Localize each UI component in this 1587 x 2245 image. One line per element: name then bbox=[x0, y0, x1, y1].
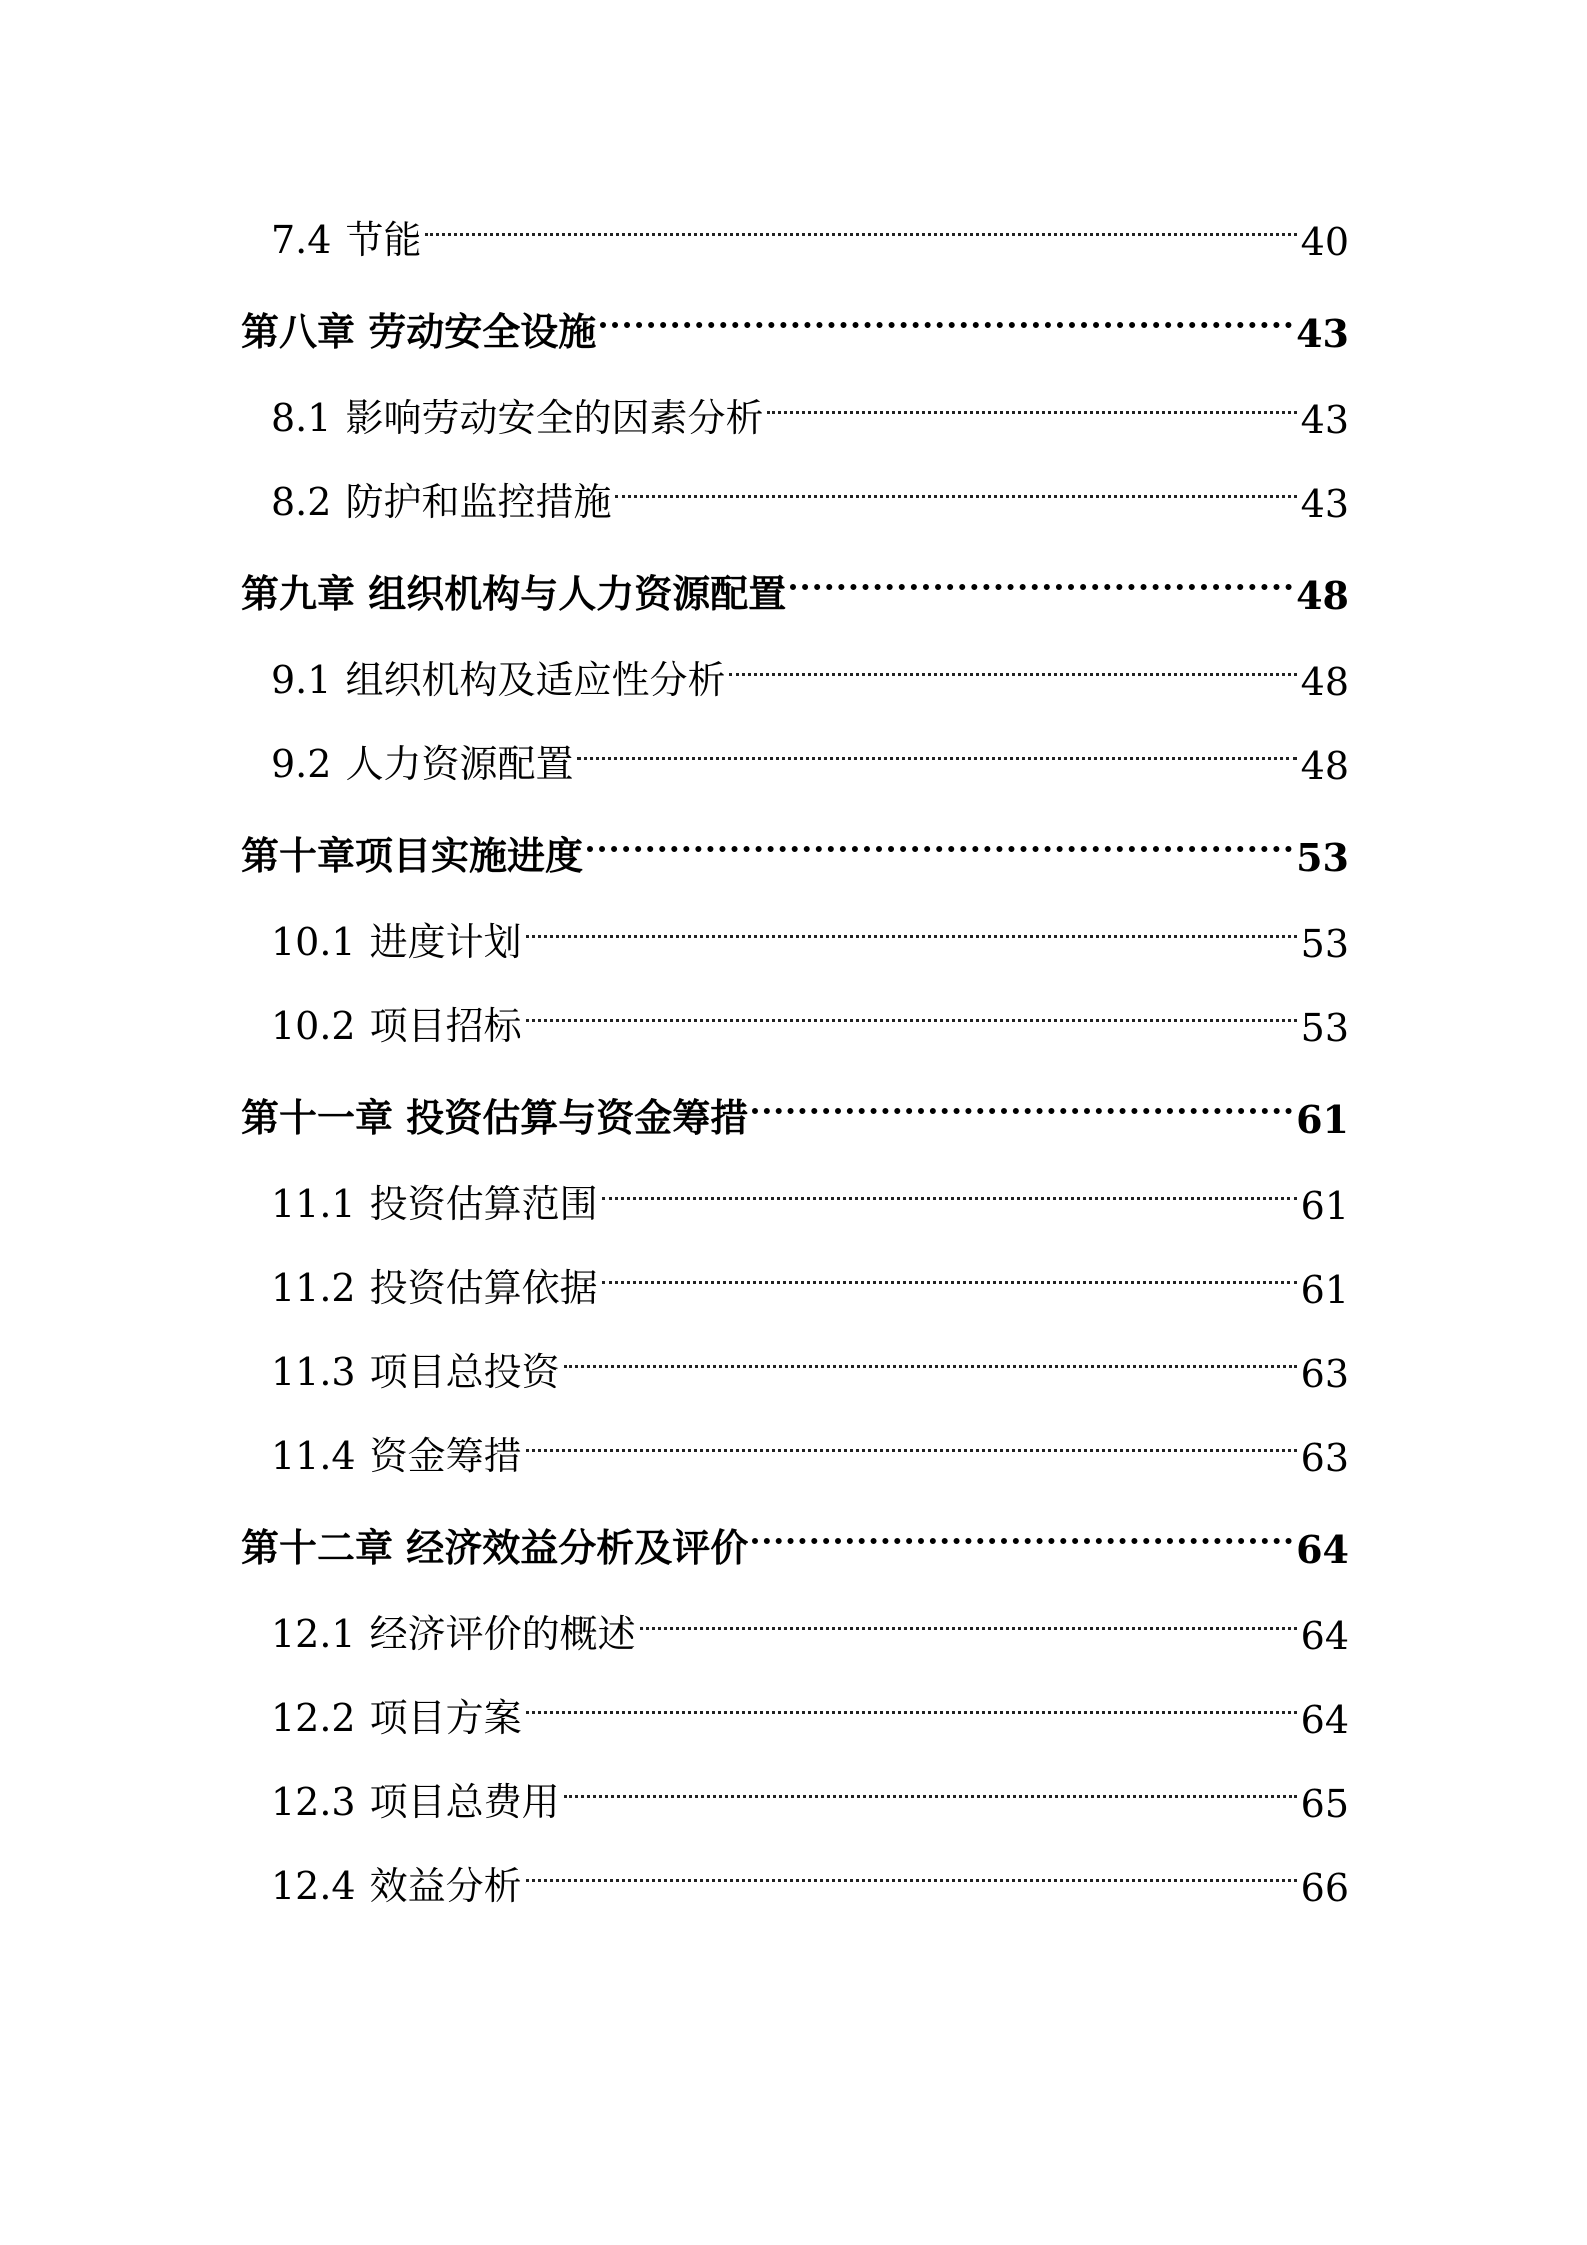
toc-entry-number: 10.2 bbox=[271, 1004, 356, 1048]
toc-entry-11-3[interactable] bbox=[241, 1332, 1349, 1416]
dot-leader bbox=[587, 808, 1292, 880]
toc-entry-label bbox=[271, 471, 611, 526]
dot-leader bbox=[729, 640, 1296, 704]
toc-entry-page: 43 bbox=[1300, 398, 1349, 442]
toc-entry-page: 63 bbox=[1300, 1352, 1349, 1396]
toc-entry-page: 48 bbox=[1300, 744, 1349, 788]
toc-chapter-11[interactable] bbox=[241, 1070, 1349, 1164]
toc-entry-title: 影响劳动安全的因素分析 bbox=[345, 396, 764, 440]
toc-entry-label bbox=[271, 1855, 522, 1910]
toc-entry-title: 投资估算范围 bbox=[369, 1182, 598, 1226]
toc-chapter-page: 53 bbox=[1296, 835, 1349, 880]
toc-entry-number: 12.4 bbox=[271, 1864, 356, 1908]
toc-entry-number: 11.3 bbox=[271, 1350, 356, 1394]
dot-leader bbox=[425, 200, 1296, 264]
toc-entry-page: 61 bbox=[1300, 1268, 1349, 1312]
toc-entry-number: 11.4 bbox=[271, 1434, 356, 1478]
toc-entry-title: 资金筹措 bbox=[369, 1434, 522, 1478]
toc-entry-page: 40 bbox=[1300, 220, 1349, 264]
toc-entry-page: 53 bbox=[1300, 1006, 1349, 1050]
toc-entry-8-2[interactable] bbox=[241, 462, 1349, 546]
toc-entry-9-2[interactable] bbox=[241, 724, 1349, 808]
toc-entry-title: 防护和监控措施 bbox=[345, 480, 612, 524]
toc-entry-9-1[interactable] bbox=[241, 640, 1349, 724]
toc-entry-12-3[interactable] bbox=[241, 1762, 1349, 1846]
toc-chapter-page: 43 bbox=[1296, 311, 1349, 356]
toc-entry-title: 节能 bbox=[345, 218, 422, 262]
dot-leader bbox=[752, 1070, 1292, 1142]
toc-entry-11-2[interactable] bbox=[241, 1248, 1349, 1332]
toc-entry-label bbox=[271, 733, 573, 788]
toc-entry-label bbox=[271, 1257, 598, 1312]
toc-entry-8-1[interactable] bbox=[241, 378, 1349, 462]
toc-entry-number: 8.2 bbox=[271, 480, 332, 524]
toc-entry-title: 经济评价的概述 bbox=[369, 1612, 636, 1656]
toc-entry-title: 进度计划 bbox=[369, 920, 522, 964]
toc-entry-number: 11.2 bbox=[271, 1266, 356, 1310]
toc-entry-label bbox=[271, 649, 725, 704]
toc-chapter-page: 61 bbox=[1296, 1097, 1349, 1142]
toc-entry-number: 7.4 bbox=[271, 218, 332, 262]
toc-chapter-9[interactable] bbox=[241, 546, 1349, 640]
dot-leader bbox=[564, 1762, 1297, 1826]
toc-entry-label bbox=[271, 995, 522, 1050]
toc-entry-title: 投资估算依据 bbox=[369, 1266, 598, 1310]
toc-entry-page: 48 bbox=[1300, 660, 1349, 704]
dot-leader bbox=[790, 546, 1292, 618]
toc-chapter-12[interactable] bbox=[241, 1500, 1349, 1594]
dot-leader bbox=[640, 1594, 1297, 1658]
toc-entry-title: 组织机构及适应性分析 bbox=[345, 658, 726, 702]
toc-entry-label bbox=[271, 1425, 522, 1480]
toc-entry-label bbox=[271, 209, 421, 264]
toc-entry-number: 9.1 bbox=[271, 658, 332, 702]
toc-entry-12-2[interactable] bbox=[241, 1678, 1349, 1762]
toc-entry-title: 人力资源配置 bbox=[345, 742, 574, 786]
dot-leader bbox=[602, 1248, 1297, 1312]
toc-entry-label bbox=[271, 387, 763, 442]
toc-entry-12-4[interactable] bbox=[241, 1846, 1349, 1930]
toc-entry-page: 53 bbox=[1300, 922, 1349, 966]
dot-leader bbox=[564, 1332, 1297, 1396]
toc-entry-page: 66 bbox=[1300, 1866, 1349, 1910]
toc-chapter-title: 第十二章 经济效益分析及评价 bbox=[241, 1525, 749, 1570]
toc-entry-page: 61 bbox=[1300, 1184, 1349, 1228]
toc-entry-label bbox=[271, 911, 522, 966]
toc-entry-title: 项目方案 bbox=[369, 1696, 522, 1740]
toc-entry-7-4[interactable] bbox=[241, 200, 1349, 284]
dot-leader bbox=[526, 986, 1297, 1050]
toc-chapter-10[interactable] bbox=[241, 808, 1349, 902]
dot-leader bbox=[767, 378, 1296, 442]
dot-leader bbox=[526, 1846, 1297, 1910]
toc-entry-title: 项目招标 bbox=[369, 1004, 522, 1048]
toc-chapter-page: 48 bbox=[1296, 573, 1349, 618]
toc-entry-number: 12.1 bbox=[271, 1612, 356, 1656]
toc-chapter-title: 第十章项目实施进度 bbox=[241, 833, 584, 878]
toc-entry-11-4[interactable] bbox=[241, 1416, 1349, 1500]
dot-leader bbox=[577, 724, 1296, 788]
toc-entry-label bbox=[271, 1173, 598, 1228]
toc-chapter-title: 第八章 劳动安全设施 bbox=[241, 309, 597, 354]
toc-entry-12-1[interactable] bbox=[241, 1594, 1349, 1678]
toc-entry-label bbox=[271, 1603, 636, 1658]
toc-entry-number: 11.1 bbox=[271, 1182, 356, 1226]
dot-leader bbox=[526, 1416, 1297, 1480]
toc-entry-label bbox=[271, 1687, 522, 1742]
toc-entry-page: 64 bbox=[1300, 1614, 1349, 1658]
toc-entry-page: 63 bbox=[1300, 1436, 1349, 1480]
dot-leader bbox=[600, 284, 1292, 356]
table-of-contents bbox=[241, 200, 1349, 1930]
toc-entry-11-1[interactable] bbox=[241, 1164, 1349, 1248]
toc-entry-10-1[interactable] bbox=[241, 902, 1349, 986]
toc-entry-number: 9.2 bbox=[271, 742, 332, 786]
toc-entry-page: 64 bbox=[1300, 1698, 1349, 1742]
toc-chapter-8[interactable] bbox=[241, 284, 1349, 378]
toc-entry-title: 项目总投资 bbox=[369, 1350, 560, 1394]
toc-chapter-title: 第十一章 投资估算与资金筹措 bbox=[241, 1095, 749, 1140]
toc-entry-number: 10.1 bbox=[271, 920, 356, 964]
dot-leader bbox=[752, 1500, 1292, 1572]
toc-entry-label bbox=[271, 1341, 560, 1396]
dot-leader bbox=[526, 1678, 1297, 1742]
dot-leader bbox=[526, 902, 1297, 966]
toc-entry-page: 65 bbox=[1300, 1782, 1349, 1826]
dot-leader bbox=[602, 1164, 1297, 1228]
toc-entry-number: 12.2 bbox=[271, 1696, 356, 1740]
toc-entry-page: 43 bbox=[1300, 482, 1349, 526]
toc-entry-number: 8.1 bbox=[271, 396, 332, 440]
dot-leader bbox=[615, 462, 1296, 526]
toc-entry-title: 效益分析 bbox=[369, 1864, 522, 1908]
toc-chapter-title: 第九章 组织机构与人力资源配置 bbox=[241, 571, 787, 616]
toc-entry-number: 12.3 bbox=[271, 1780, 356, 1824]
toc-entry-label bbox=[271, 1771, 560, 1826]
toc-entry-title: 项目总费用 bbox=[369, 1780, 560, 1824]
toc-chapter-page: 64 bbox=[1296, 1527, 1349, 1572]
toc-entry-10-2[interactable] bbox=[241, 986, 1349, 1070]
